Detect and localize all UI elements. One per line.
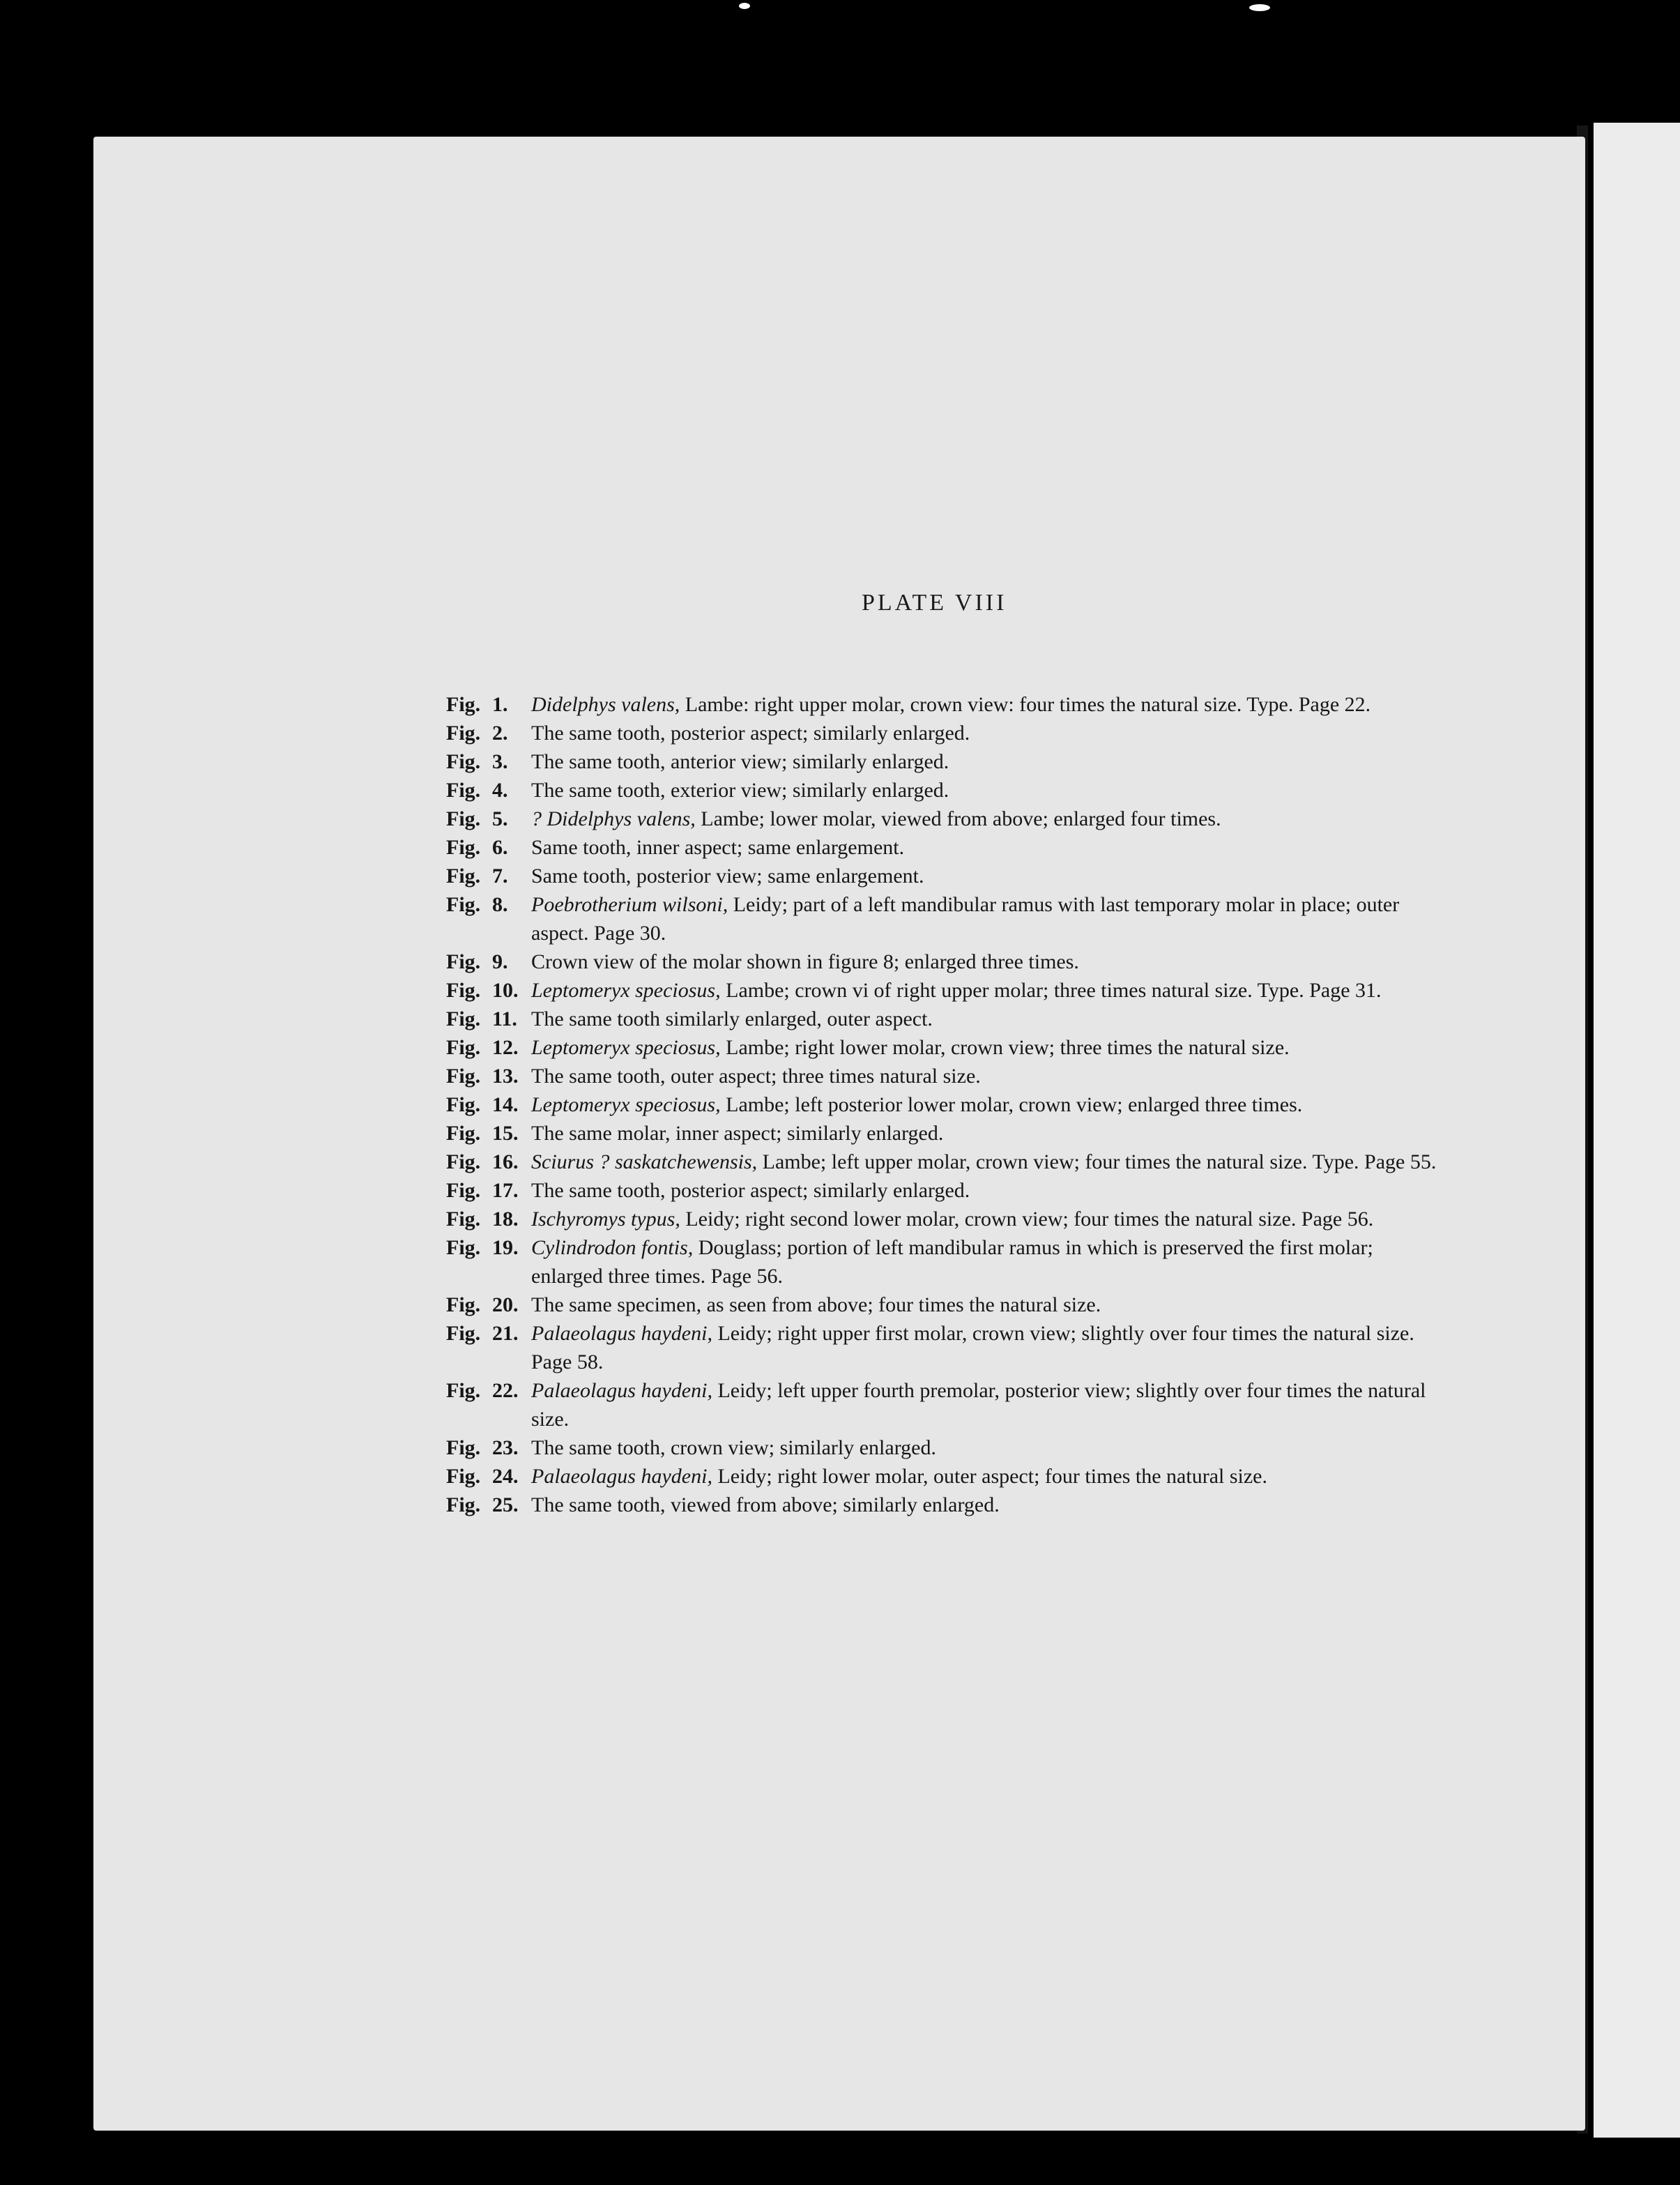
- figure-number: 23.: [492, 1436, 519, 1459]
- description-text: Douglass; portion of left mandibular ramus in which is preserved the first molar; enlarged three times. Page 56.: [531, 1236, 1373, 1288]
- figure-description: [531, 1205, 1443, 1233]
- figure-entry: [446, 1319, 1443, 1376]
- figure-label: Fig.: [446, 1122, 481, 1145]
- figure-entry: [446, 1291, 1443, 1319]
- figure-label: Fig.: [446, 950, 481, 973]
- figure-entry: [446, 1062, 1443, 1090]
- figure-entry: [446, 1005, 1443, 1033]
- figure-entry: [446, 805, 1443, 833]
- figure-entry: [446, 1090, 1443, 1119]
- figure-description: [531, 747, 1443, 776]
- species-name: Ischyromys typus,: [531, 1208, 680, 1231]
- figure-number: 16.: [492, 1150, 519, 1173]
- figure-label: Fig.: [446, 750, 481, 773]
- figure-entry: [446, 976, 1443, 1005]
- figure-description: [531, 947, 1443, 976]
- figure-description: [531, 1491, 1443, 1519]
- figure-number: 10.: [492, 979, 519, 1002]
- figure-number: 7.: [492, 865, 508, 888]
- figure-label: Fig.: [446, 807, 481, 830]
- figure-entry: [446, 833, 1443, 862]
- figure-description: [531, 690, 1443, 719]
- figure-description: [531, 1033, 1443, 1062]
- figure-entry: [446, 890, 1443, 947]
- description-text: Lambe; left upper molar, crown view; four times the natural size. Type. Page 55.: [757, 1150, 1437, 1173]
- figure-label: Fig.: [446, 1036, 481, 1059]
- description-text: Leidy; right upper first molar, crown view; slightly over four times the natural size. Page 58.: [531, 1322, 1414, 1373]
- figure-entry: [446, 719, 1443, 747]
- description-text: The same tooth, posterior aspect; similarly enlarged.: [531, 722, 970, 745]
- figure-number: 19.: [492, 1236, 519, 1259]
- figure-description: [531, 1376, 1443, 1433]
- figure-label: Fig.: [446, 693, 481, 716]
- species-name: Palaeolagus haydeni,: [531, 1465, 712, 1488]
- figure-entry: [446, 1491, 1443, 1519]
- figure-number: 1.: [492, 693, 508, 716]
- figure-number: 17.: [492, 1179, 519, 1202]
- figure-entry: [446, 1119, 1443, 1148]
- figure-entry: [446, 776, 1443, 805]
- species-name: Palaeolagus haydeni,: [531, 1322, 712, 1345]
- figure-entry: [446, 690, 1443, 719]
- description-text: The same tooth, exterior view; similarly enlarged.: [531, 779, 949, 802]
- figure-label: Fig.: [446, 1208, 481, 1231]
- figure-description: [531, 1319, 1443, 1376]
- figure-number: 13.: [492, 1065, 519, 1088]
- description-text: Lambe; crown vi of right upper molar; three times natural size. Type. Page 31.: [720, 979, 1382, 1002]
- figure-number: 21.: [492, 1322, 519, 1345]
- figure-description: [531, 776, 1443, 805]
- description-text: Lambe; lower molar, viewed from above; enlarged four times.: [695, 807, 1221, 830]
- figure-number: 3.: [492, 750, 508, 773]
- scan-speck: [1249, 4, 1270, 11]
- scan-speck: [739, 3, 750, 9]
- figure-entry: [446, 1148, 1443, 1176]
- description-text: Leidy; right lower molar, outer aspect; four times the natural size.: [712, 1465, 1267, 1488]
- figure-label: Fig.: [446, 979, 481, 1002]
- figure-number: 9.: [492, 950, 508, 973]
- description-text: The same molar, inner aspect; similarly enlarged.: [531, 1122, 944, 1145]
- figure-number: 6.: [492, 836, 508, 859]
- description-text: Leidy; right second lower molar, crown view; four times the natural size. Page 56.: [680, 1208, 1374, 1231]
- figure-entry: [446, 1205, 1443, 1233]
- figure-number: 22.: [492, 1379, 519, 1402]
- figure-list: [446, 690, 1443, 1519]
- description-text: The same tooth, posterior aspect; similarly enlarged.: [531, 1179, 970, 1202]
- figure-entry: [446, 947, 1443, 976]
- figure-description: [531, 862, 1443, 890]
- species-name: Palaeolagus haydeni,: [531, 1379, 712, 1402]
- species-name: Sciurus ? saskatchewensis,: [531, 1150, 758, 1173]
- figure-description: [531, 1005, 1443, 1033]
- species-name: Leptomeryx speciosus,: [531, 979, 721, 1002]
- figure-entry: [446, 862, 1443, 890]
- figure-number: 12.: [492, 1036, 519, 1059]
- figure-label: Fig.: [446, 722, 481, 745]
- description-text: The same tooth, outer aspect; three times natural size.: [531, 1065, 981, 1088]
- figure-description: [531, 833, 1443, 862]
- figure-label: Fig.: [446, 893, 481, 916]
- description-text: Same tooth, posterior view; same enlargement.: [531, 865, 924, 888]
- figure-label: Fig.: [446, 865, 481, 888]
- description-text: Same tooth, inner aspect; same enlargement.: [531, 836, 905, 859]
- figure-number: 11.: [492, 1007, 517, 1030]
- figure-description: [531, 805, 1443, 833]
- figure-number: 15.: [492, 1122, 519, 1145]
- species-name: Didelphys valens,: [531, 693, 680, 716]
- figure-label: Fig.: [446, 1007, 481, 1030]
- figure-label: Fig.: [446, 1293, 481, 1316]
- figure-description: [531, 1062, 1443, 1090]
- description-text: The same tooth, crown view; similarly enlarged.: [531, 1436, 936, 1459]
- facing-page-edge: [1594, 123, 1680, 2138]
- figure-label: Fig.: [446, 1493, 481, 1516]
- figure-entry: [446, 747, 1443, 776]
- description-text: The same tooth, anterior view; similarly enlarged.: [531, 750, 949, 773]
- description-text: Crown view of the molar shown in figure 8; enlarged three times.: [531, 950, 1079, 973]
- figure-description: [531, 1148, 1443, 1176]
- description-text: The same tooth, viewed from above; similarly enlarged.: [531, 1493, 1000, 1516]
- figure-entry: [446, 1462, 1443, 1491]
- figure-label: Fig.: [446, 1322, 481, 1345]
- species-name: Leptomeryx speciosus,: [531, 1036, 721, 1059]
- figure-label: Fig.: [446, 1093, 481, 1116]
- description-text: The same specimen, as seen from above; four times the natural size.: [531, 1293, 1101, 1316]
- figure-entry: [446, 1176, 1443, 1205]
- species-name: ? Didelphys valens,: [531, 807, 696, 830]
- plate-title: PLATE VIII: [862, 590, 1007, 616]
- figure-description: [531, 1176, 1443, 1205]
- figure-number: 14.: [492, 1093, 519, 1116]
- description-text: Lambe; left posterior lower molar, crown view; enlarged three times.: [720, 1093, 1303, 1116]
- figure-entry: [446, 1033, 1443, 1062]
- description-text: Lambe; right lower molar, crown view; three times the natural size.: [720, 1036, 1290, 1059]
- figure-label: Fig.: [446, 779, 481, 802]
- figure-description: [531, 1433, 1443, 1462]
- figure-description: [531, 890, 1443, 947]
- figure-entry: [446, 1233, 1443, 1291]
- description-text: Leidy; part of a left mandibular ramus with last temporary molar in place; outer aspect. Page 30.: [531, 893, 1400, 945]
- figure-number: 24.: [492, 1465, 519, 1488]
- description-text: Leidy; left upper fourth premolar, posterior view; slightly over four times the natural size.: [531, 1379, 1426, 1431]
- figure-number: 18.: [492, 1208, 519, 1231]
- figure-description: [531, 1119, 1443, 1148]
- figure-label: Fig.: [446, 1150, 481, 1173]
- figure-label: Fig.: [446, 1436, 481, 1459]
- figure-number: 25.: [492, 1493, 519, 1516]
- figure-label: Fig.: [446, 836, 481, 859]
- figure-label: Fig.: [446, 1179, 481, 1202]
- figure-entry: [446, 1376, 1443, 1433]
- figure-description: [531, 719, 1443, 747]
- figure-entry: [446, 1433, 1443, 1462]
- figure-label: Fig.: [446, 1465, 481, 1488]
- figure-description: [531, 1090, 1443, 1119]
- figure-number: 20.: [492, 1293, 519, 1316]
- figure-description: [531, 1462, 1443, 1491]
- figure-number: 5.: [492, 807, 508, 830]
- figure-description: [531, 976, 1443, 1005]
- description-text: The same tooth similarly enlarged, outer aspect.: [531, 1007, 933, 1030]
- species-name: Poebrotherium wilsoni,: [531, 893, 728, 916]
- description-text: Lambe: right upper molar, crown view: four times the natural size. Type. Page 22.: [680, 693, 1371, 716]
- species-name: Cylindrodon fontis,: [531, 1236, 694, 1259]
- figure-number: 4.: [492, 779, 508, 802]
- figure-number: 8.: [492, 893, 508, 916]
- figure-label: Fig.: [446, 1065, 481, 1088]
- figure-label: Fig.: [446, 1236, 481, 1259]
- figure-number: 2.: [492, 722, 508, 745]
- figure-label: Fig.: [446, 1379, 481, 1402]
- species-name: Leptomeryx speciosus,: [531, 1093, 721, 1116]
- figure-description: [531, 1291, 1443, 1319]
- figure-description: [531, 1233, 1443, 1291]
